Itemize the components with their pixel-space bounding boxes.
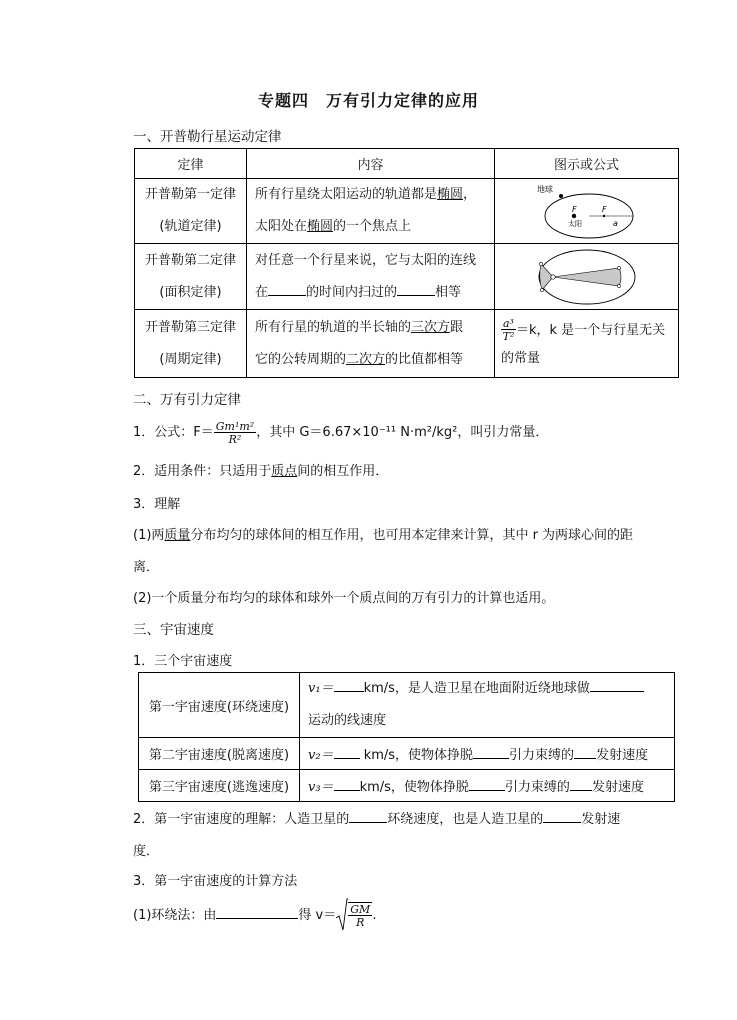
orbit-method-line: [133, 898, 376, 933]
text: ，其中 G＝6.67×10⁻¹¹ N·m²/kg²，叫引力常量．: [256, 425, 549, 440]
law-alias: (面积定律): [159, 284, 222, 300]
sqrt-fraction: [348, 902, 372, 928]
text: 发射速: [581, 812, 621, 827]
ellipse-diagram-cell: [495, 179, 679, 244]
content-text: 的时间内扫过的: [306, 284, 398, 300]
content-text: ，: [463, 187, 477, 202]
ellipse-orbit-diagram: [527, 180, 647, 242]
fill-blank[interactable]: [590, 679, 644, 692]
speed-name: 第三宇宙速度(逃逸速度): [139, 770, 300, 802]
content-text: 在: [255, 284, 269, 300]
content-text: 的一个焦点上: [333, 219, 412, 234]
page-title: 专题四 万有引力定律的应用: [257, 91, 479, 110]
ratio-fraction: [501, 318, 516, 342]
text: km/s，是人造卫星在地面附近绕地球做: [363, 681, 590, 696]
semi-major-label: a: [612, 219, 618, 228]
content-underlined: 椭圆: [307, 219, 334, 234]
cosmic-speed-subheading: 1．三个宇宙速度: [133, 654, 233, 669]
fill-blank[interactable]: [574, 746, 596, 759]
text: 引力束缚的: [504, 780, 570, 795]
section-3-heading: 三、宇宙速度: [133, 622, 214, 638]
understanding-1-cont: 离．: [133, 560, 160, 575]
fraction-numerator: Gm¹m²: [215, 419, 255, 433]
table-row: [139, 673, 675, 738]
kepler-third-formula: [495, 310, 679, 378]
cosmic-speed-table: [138, 672, 675, 802]
area-diagram-cell: [495, 244, 679, 310]
content-underlined: 二次方: [346, 351, 386, 367]
law-name: 开普勒第三定律: [144, 319, 236, 335]
content-text: 太阳处在: [255, 219, 308, 234]
sun-label: 太阳: [567, 220, 582, 228]
text: 发射速度: [596, 748, 649, 763]
text: 1．公式：F＝: [133, 425, 214, 440]
section-1-heading: 一、开普勒行星运动定律: [133, 129, 282, 145]
earth-label: 地球: [536, 185, 553, 194]
condition-line: [133, 460, 388, 479]
text: (1)两: [133, 528, 165, 543]
formula-text: ＝k，k 是一个与行星无关: [515, 322, 666, 338]
underlined-term: 质量: [164, 528, 191, 543]
law-name-cell: [135, 179, 247, 244]
text: 引力束缚的: [509, 748, 575, 763]
header-figure: 图示或公式: [495, 149, 679, 179]
fraction-numerator: GM: [350, 903, 371, 916]
text: v₃＝: [308, 780, 334, 795]
first-speed-understanding-cont: 度．: [133, 844, 160, 859]
formula-text: 的常量: [501, 350, 541, 366]
text: 环绕速度，也是人造卫星的: [387, 812, 544, 827]
text: km/s，使物体挣脱: [359, 748, 474, 763]
fraction-numerator: a³: [503, 317, 514, 330]
law-content: [247, 244, 495, 310]
content-text: 跟: [450, 319, 464, 335]
text: (1)环绕法：由: [133, 907, 217, 923]
text: km/s，使物体挣脱: [359, 780, 469, 795]
understanding-heading: 3．理解: [133, 497, 181, 512]
text: .: [372, 907, 377, 923]
law-alias: (轨道定律): [159, 219, 222, 234]
text: v₁＝: [308, 681, 334, 696]
content-text: 对任意一个行星来说，它与太阳的连线: [255, 252, 477, 268]
first-speed-understanding: [133, 808, 620, 827]
focus-label: F: [571, 205, 577, 214]
fill-blank[interactable]: [334, 778, 360, 791]
fraction-denominator: T²: [502, 330, 515, 343]
content-text: 的比值都相等: [385, 351, 464, 367]
content-text: 所有行星的轨道的半长轴的: [255, 319, 412, 335]
text: 间的相互作用．: [297, 464, 389, 479]
text: 运动的线速度: [308, 713, 387, 728]
fill-blank[interactable]: [397, 283, 435, 296]
sqrt-expression: [336, 898, 372, 933]
understanding-1: [133, 524, 633, 543]
table-row: [135, 244, 679, 310]
text: 分布均匀的球体间的相互作用，也可用本定律来计算，其中 r 为两球心间的距: [190, 528, 634, 543]
fill-blank[interactable]: [349, 810, 387, 823]
speed-name: 第一宇宙速度(环绕速度): [139, 673, 300, 738]
speed-content: [300, 770, 675, 802]
focus-label: F: [601, 205, 607, 214]
fill-blank[interactable]: [216, 906, 298, 919]
fraction-denominator: R: [356, 916, 365, 929]
content-text: 它的公转周期的: [255, 351, 347, 367]
sqrt-icon: [336, 898, 348, 932]
table-row: [139, 738, 675, 770]
law-name-cell: [135, 310, 247, 378]
law-name: 开普勒第二定律: [144, 252, 236, 268]
text: 2．适用条件：只适用于: [133, 464, 272, 479]
law-content: [247, 310, 495, 378]
table-row: [139, 770, 675, 802]
law-name: 开普勒第一定律: [144, 187, 236, 202]
section-2-heading: 二、万有引力定律: [133, 392, 241, 408]
fill-blank[interactable]: [469, 778, 505, 791]
table-row: [135, 179, 679, 244]
fill-blank[interactable]: [334, 746, 360, 759]
speed-content: [300, 673, 675, 738]
gravity-fraction: [214, 421, 256, 445]
speed-content: [300, 738, 675, 770]
text: 2．第一宇宙速度的理解：人造卫星的: [133, 812, 350, 827]
kepler-table: [134, 148, 679, 378]
text: v₂＝: [308, 748, 334, 763]
fill-blank[interactable]: [570, 778, 592, 791]
header-content: 内容: [247, 149, 495, 179]
content-underlined: 三次方: [411, 319, 451, 335]
gravity-formula-line: [133, 418, 548, 448]
underlined-term: 质点: [271, 464, 298, 479]
law-content: [247, 179, 495, 244]
fill-blank[interactable]: [334, 679, 364, 692]
header-law: 定律: [135, 149, 247, 179]
fill-blank[interactable]: [268, 283, 306, 296]
text: 得 v＝: [298, 907, 337, 923]
law-alias: (周期定律): [159, 351, 222, 367]
fill-blank[interactable]: [473, 746, 509, 759]
law-name-cell: [135, 244, 247, 310]
fill-blank[interactable]: [543, 810, 581, 823]
understanding-2: (2)一个质量分布均匀的球体和球外一个质点间的万有引力的计算也适用。: [133, 591, 555, 606]
content-text: 相等: [435, 284, 462, 300]
text: 发射速度: [591, 780, 644, 795]
table-row: [135, 310, 679, 378]
fraction-denominator: R²: [228, 432, 242, 446]
calc-method-heading: 3．第一宇宙速度的计算方法: [133, 874, 298, 889]
content-underlined: 椭圆: [437, 187, 464, 202]
content-text: 所有行星绕太阳运动的轨道都是: [255, 187, 438, 202]
speed-name: 第二宇宙速度(脱离速度): [139, 738, 300, 770]
equal-area-diagram: [535, 246, 639, 308]
